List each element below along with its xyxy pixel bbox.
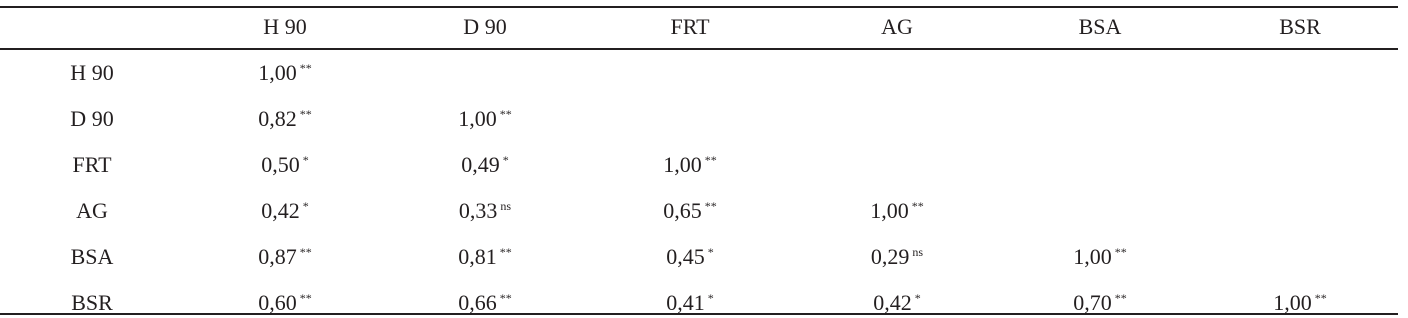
column-header-text: BSR xyxy=(1279,14,1321,39)
significance-marker: ** xyxy=(299,290,312,305)
column-header xyxy=(881,14,913,40)
table-cell-text: 0,50 xyxy=(261,152,300,177)
row-label-text: AG xyxy=(76,198,108,223)
table-cell xyxy=(873,290,921,316)
significance-marker: ** xyxy=(704,152,717,167)
table-cell-text: 0,82 xyxy=(258,106,297,131)
row-label-text: H 90 xyxy=(70,60,114,85)
table-cell-text: 1,00 xyxy=(663,152,702,177)
table-cell xyxy=(663,152,717,178)
row-label-text: BSA xyxy=(70,244,114,269)
table-cell xyxy=(871,244,923,270)
table-cell xyxy=(258,106,312,132)
significance-marker: * xyxy=(914,290,921,305)
column-header-text: H 90 xyxy=(263,14,307,39)
table-cell xyxy=(458,244,512,270)
top-rule xyxy=(0,6,1398,8)
significance-marker: * xyxy=(302,152,309,167)
table-cell xyxy=(258,244,312,270)
column-header xyxy=(463,14,506,40)
significance-marker: ** xyxy=(1314,290,1327,305)
column-header-text: AG xyxy=(881,14,913,39)
row-label-text: FRT xyxy=(72,152,112,177)
table-cell-text: 0,29 xyxy=(870,244,910,269)
significance-marker: ns xyxy=(912,244,924,259)
significance-marker: ** xyxy=(911,198,924,213)
column-header xyxy=(1079,14,1122,40)
table-cell xyxy=(663,198,717,224)
table-cell xyxy=(261,198,309,224)
table-cell xyxy=(258,60,312,86)
table-cell-text: 1,00 xyxy=(458,106,497,131)
table-cell-text: 0,65 xyxy=(663,198,702,223)
row-label-text: D 90 xyxy=(70,106,114,131)
row-label xyxy=(72,152,111,178)
significance-marker: * xyxy=(707,290,714,305)
table-cell-text: 0,45 xyxy=(666,244,705,269)
significance-marker: * xyxy=(502,152,509,167)
column-header xyxy=(263,14,306,40)
table-cell-text: 0,42 xyxy=(873,290,912,315)
table-cell-text: 0,66 xyxy=(458,290,497,315)
row-label xyxy=(70,106,113,132)
table-cell xyxy=(666,290,714,316)
table-cell-text: 0,33 xyxy=(458,198,498,223)
row-label xyxy=(71,290,113,316)
column-header-text: BSA xyxy=(1078,14,1122,39)
table-cell xyxy=(1073,244,1127,270)
table-cell-text: 0,49 xyxy=(461,152,500,177)
table-cell-text: 1,00 xyxy=(1273,290,1312,315)
significance-marker: * xyxy=(707,244,714,259)
table-cell-text: 0,81 xyxy=(458,244,497,269)
significance-marker: ** xyxy=(299,244,312,259)
table-cell-text: 1,00 xyxy=(870,198,909,223)
table-cell xyxy=(461,152,509,178)
significance-marker: ** xyxy=(704,198,717,213)
significance-marker: ** xyxy=(499,244,512,259)
table-cell xyxy=(870,198,924,224)
column-header-text: FRT xyxy=(670,14,710,39)
table-cell-text: 0,87 xyxy=(258,244,297,269)
significance-marker: ** xyxy=(1114,244,1127,259)
column-header xyxy=(670,14,709,40)
significance-marker: ** xyxy=(499,106,512,121)
column-header xyxy=(1279,14,1321,40)
table-cell-text: 1,00 xyxy=(1073,244,1112,269)
table-cell-text: 0,70 xyxy=(1073,290,1112,315)
row-label xyxy=(71,244,114,270)
significance-marker: ** xyxy=(299,60,312,75)
table-cell xyxy=(1273,290,1327,316)
table-cell-text: 0,42 xyxy=(261,198,300,223)
row-label-text: BSR xyxy=(71,290,113,315)
table-cell-text: 1,00 xyxy=(258,60,297,85)
significance-marker: ** xyxy=(1114,290,1127,305)
column-header-text: D 90 xyxy=(463,14,507,39)
table-cell xyxy=(458,106,512,132)
table-cell xyxy=(458,290,512,316)
significance-marker: ** xyxy=(299,106,312,121)
header-rule xyxy=(0,48,1398,50)
table-cell xyxy=(666,244,714,270)
significance-marker: ns xyxy=(500,198,512,213)
table-cell xyxy=(261,152,309,178)
table-cell xyxy=(1073,290,1127,316)
significance-marker: ** xyxy=(499,290,512,305)
row-label xyxy=(76,198,108,224)
table-cell xyxy=(258,290,312,316)
table-cell xyxy=(459,198,511,224)
significance-marker: * xyxy=(302,198,309,213)
row-label xyxy=(70,60,113,86)
table-cell-text: 0,60 xyxy=(258,290,297,315)
table-cell-text: 0,41 xyxy=(666,290,705,315)
